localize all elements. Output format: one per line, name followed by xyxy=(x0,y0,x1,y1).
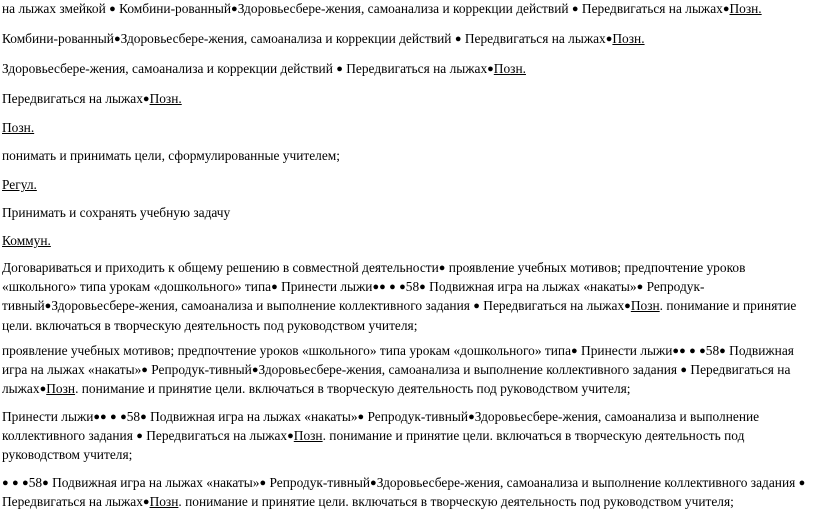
paragraph-1 xyxy=(2,259,808,335)
bullet-icon: ● xyxy=(110,411,117,423)
text-fragment: Здоровьесбере-жения, самоанализа и коррекции действий xyxy=(237,1,572,16)
text-fragment: Здоровьесбере-жения, самоанализа и коррекции действий xyxy=(2,61,337,76)
kommun-heading-link[interactable]: Коммун. xyxy=(2,233,51,248)
bullet-icon: ● xyxy=(287,430,294,443)
pozn-link[interactable]: Позн xyxy=(46,381,76,397)
bullet-icon: ● xyxy=(454,33,462,45)
text-fragment: Комбини-рованный xyxy=(2,31,114,46)
text-fragment: Передвигаться на лыжах xyxy=(2,494,143,510)
text-fragment: Подвижная игра на лыжах «накаты» xyxy=(2,343,794,378)
text-line-8 xyxy=(2,204,230,221)
bullet-icon: ● xyxy=(136,430,143,443)
text-fragment: Здоровьесбере-жения, самоанализа и выполнение коллективного задания xyxy=(376,475,799,490)
pozn-link[interactable]: Позн xyxy=(630,298,660,314)
bullet-icon: ● xyxy=(231,3,238,15)
text-line-2 xyxy=(2,30,645,49)
bullet-icon: ● xyxy=(113,33,121,45)
bullet-icon: ● xyxy=(251,364,259,377)
text-fragment: . понимание и принятие цели. включаться в творческую деятельность под руководством учителя; xyxy=(2,298,797,333)
bullet-icon: ● xyxy=(571,3,579,15)
text-fragment: Передвигаться на лыжах xyxy=(2,91,143,106)
text-fragment: Репродук-тивный xyxy=(2,279,705,314)
bullet-icon: ● xyxy=(389,281,396,294)
text-fragment: . понимание и принятие цели. включаться в творческую деятельность под руководством учителя; xyxy=(2,428,745,463)
pozn-link[interactable]: Позн. xyxy=(493,61,526,76)
text-fragment: Принимать и сохранять учебную задачу xyxy=(2,205,231,220)
bullet-icon: ● xyxy=(39,383,47,396)
bullet-icon: ● xyxy=(571,345,578,357)
pozn-link[interactable]: Позн. xyxy=(729,1,762,16)
bullet-icon: ● xyxy=(142,496,150,509)
text-fragment: Репродук-тивный xyxy=(364,409,469,424)
text-fragment: проявление учебных мотивов; предпочтение уроков «школьного» типа урокам «дошкольного» типа xyxy=(2,260,746,295)
text-fragment: Репродук-тивный xyxy=(147,362,252,378)
text-fragment: Принести лыжи xyxy=(2,409,94,424)
text-fragment: Передвигаться на лыжах xyxy=(578,1,723,16)
bullet-icon: ● xyxy=(473,300,480,313)
text-fragment: на лыжах змейкой xyxy=(2,1,110,16)
text-fragment: Передвигаться на лыжах xyxy=(142,428,288,444)
text-fragment: . понимание и принятие цели. включаться в творческую деятельность под руководством учителя; xyxy=(75,381,631,397)
text-fragment: Передвигаться на лыжах xyxy=(2,362,791,397)
pozn-link[interactable]: Позн xyxy=(149,494,179,510)
text-fragment: Здоровьесбере-жения, самоанализа и коррекции действий xyxy=(120,31,455,46)
bullet-icon: ● xyxy=(142,93,150,105)
regul-heading-link[interactable]: Регул. xyxy=(2,177,37,192)
text-fragment: Здоровьесбере-жения, самоанализа и выполнение коллективного задания xyxy=(258,362,681,378)
bullet-icon: ● xyxy=(419,281,426,294)
text-line-6 xyxy=(2,147,340,164)
text-fragment: Подвижная игра на лыжах «накаты» xyxy=(48,475,260,490)
bullet-icon: ●● xyxy=(372,281,386,294)
bullet-icon: ● xyxy=(370,477,377,489)
pozn-heading-link[interactable]: Позн. xyxy=(2,120,35,135)
bullet-icon: ● xyxy=(357,411,365,423)
text-fragment: Здоровьесбере-жения, самоанализа и выполнение коллективного задания xyxy=(2,409,760,444)
text-fragment: понимать и принимать цели, сформулированные учителем; xyxy=(2,148,341,163)
bullet-icon: ● xyxy=(336,63,343,75)
bullet-icon: ● xyxy=(699,345,706,357)
bullet-icon: ● xyxy=(719,345,726,357)
text-fragment: Принести лыжи xyxy=(577,343,673,358)
bullet-icon: ● xyxy=(689,345,696,357)
bullet-icon: ● xyxy=(12,477,19,489)
bullet-icon: ● xyxy=(798,477,806,489)
text-fragment: Договариваться и приходить к общему решению в совместной деятельности xyxy=(2,260,439,275)
bullet-icon: ● xyxy=(636,281,644,294)
text-line-7 xyxy=(2,176,37,193)
bullet-icon: ●● xyxy=(93,411,107,423)
text-fragment: проявление учебных мотивов; предпочтение уроков «школьного» типа урокам «дошкольного» типа xyxy=(2,343,572,358)
bullet-icon: ● xyxy=(120,411,127,423)
pozn-link[interactable]: Позн. xyxy=(612,31,645,46)
text-fragment: Передвигаться на лыжах xyxy=(479,298,625,314)
text-fragment: Репродук-тивный xyxy=(266,475,371,490)
bullet-icon: ● xyxy=(2,477,9,489)
bullet-icon: ● xyxy=(271,281,278,294)
paragraph-2 xyxy=(2,342,808,400)
text-line-1 xyxy=(2,0,762,19)
bullet-icon: ● xyxy=(42,477,49,489)
bullet-icon: ● xyxy=(259,477,267,489)
bullet-icon: ● xyxy=(680,364,688,377)
text-line-3 xyxy=(2,60,526,79)
text-fragment: . понимание и принятие цели. включаться в творческую деятельность под руководством учителя; xyxy=(178,494,734,510)
text-fragment: Передвигаться на лыжах xyxy=(461,31,606,46)
text-fragment: Принести лыжи xyxy=(277,279,373,295)
text-fragment: Комбини-рованный xyxy=(115,1,232,16)
bullet-icon: ● xyxy=(468,411,475,423)
bullet-icon: ● xyxy=(22,477,29,489)
pozn-link[interactable]: Позн. xyxy=(149,91,182,106)
bullet-icon: ● xyxy=(624,300,631,313)
text-line-9 xyxy=(2,232,51,249)
bullet-icon: ● xyxy=(399,281,406,294)
pozn-link[interactable]: Позн xyxy=(293,428,323,444)
bullet-icon: ● xyxy=(44,300,52,313)
text-fragment: 58 xyxy=(405,279,420,295)
bullet-icon: ● xyxy=(109,3,116,15)
text-fragment: 58 xyxy=(28,475,43,490)
paragraph-4 xyxy=(2,474,808,512)
text-line-5 xyxy=(2,119,34,136)
text-fragment: Передвигаться на лыжах xyxy=(342,61,488,76)
text-line-4 xyxy=(2,90,182,109)
text-fragment: Здоровьесбере-жения, самоанализа и выполнение коллективного задания xyxy=(51,298,474,314)
bullet-icon: ● xyxy=(487,63,494,75)
paragraph-3 xyxy=(2,408,808,465)
text-fragment: 58 xyxy=(705,343,720,358)
bullet-icon: ● xyxy=(438,262,446,274)
bullet-icon: ● xyxy=(605,33,613,45)
bullet-icon: ● xyxy=(722,3,730,15)
text-fragment: Подвижная игра на лыжах «накаты» xyxy=(425,279,637,295)
bullet-icon: ● xyxy=(141,364,148,377)
text-fragment: 58 xyxy=(126,409,141,424)
bullet-icon: ● xyxy=(140,411,147,423)
text-fragment: Подвижная игра на лыжах «накаты» xyxy=(146,409,358,424)
bullet-icon: ●● xyxy=(672,345,686,357)
